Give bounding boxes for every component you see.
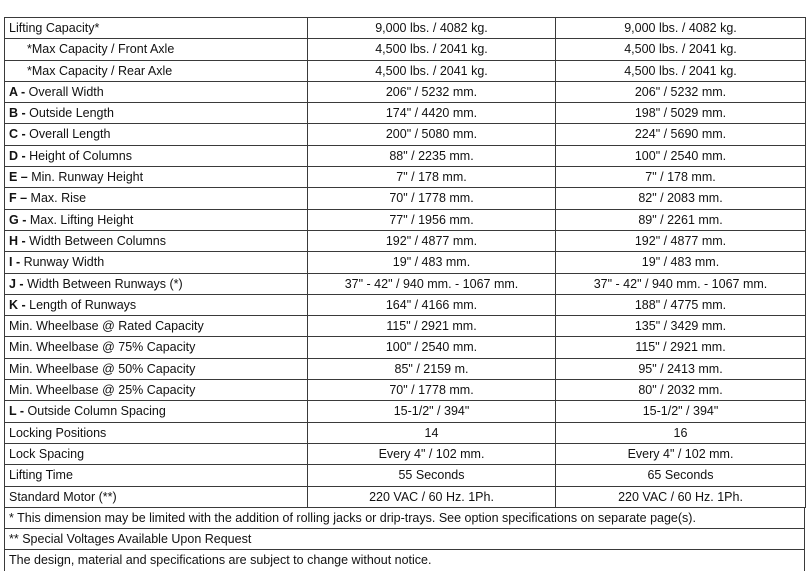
dimension-letter: H - xyxy=(9,233,26,248)
spec-value-model-1: 192" / 4877 mm. xyxy=(308,230,556,251)
spec-value-model-1: 206" / 5232 mm. xyxy=(308,81,556,102)
spec-label-cell xyxy=(5,145,308,166)
footnote-row xyxy=(5,508,805,529)
spec-value-model-1: 14 xyxy=(308,422,556,443)
spec-value-model-2: 4,500 lbs. / 2041 kg. xyxy=(556,60,806,81)
dimension-letter: G - xyxy=(9,212,27,227)
spec-label: Outside Column Spacing xyxy=(24,404,166,419)
spec-value-model-1: 7" / 178 mm. xyxy=(308,167,556,188)
spec-row xyxy=(5,337,806,358)
spec-label-cell xyxy=(5,103,308,124)
spec-row xyxy=(5,60,806,81)
dimension-letter: F – xyxy=(9,191,28,206)
spec-label-cell xyxy=(5,18,308,39)
spec-value-model-2: 224" / 5690 mm. xyxy=(556,124,806,145)
spec-row xyxy=(5,380,806,401)
spec-value-model-2: 89" / 2261 mm. xyxy=(556,209,806,230)
spec-value-model-1: 15-1/2" / 394" xyxy=(308,401,556,422)
dimension-letter: C - xyxy=(9,127,26,142)
spec-value-model-1: 85" / 2159 m. xyxy=(308,358,556,379)
spec-label: Width Between Runways (*) xyxy=(23,276,183,291)
spec-row xyxy=(5,167,806,188)
footnotes-table xyxy=(4,508,805,571)
spec-row xyxy=(5,252,806,273)
spec-row xyxy=(5,443,806,464)
spec-row xyxy=(5,81,806,102)
spec-value-model-2: 16 xyxy=(556,422,806,443)
spec-row xyxy=(5,465,806,486)
spec-value-model-2: 9,000 lbs. / 4082 kg. xyxy=(556,18,806,39)
spec-label: Height of Columns xyxy=(25,148,132,163)
spec-value-model-1: 77" / 1956 mm. xyxy=(308,209,556,230)
spec-value-model-1: 70" / 1778 mm. xyxy=(308,380,556,401)
dimension-letter: A - xyxy=(9,84,26,99)
spec-label-cell xyxy=(5,188,308,209)
specifications-table xyxy=(4,17,806,508)
spec-label-cell xyxy=(5,209,308,230)
spec-value-model-2: 65 Seconds xyxy=(556,465,806,486)
spec-label-cell xyxy=(5,337,308,358)
spec-row xyxy=(5,230,806,251)
spec-row xyxy=(5,401,806,422)
spec-label: *Max Capacity / Rear Axle xyxy=(27,63,173,78)
spec-value-model-1: 70" / 1778 mm. xyxy=(308,188,556,209)
spec-label-cell xyxy=(5,422,308,443)
spec-value-model-1: 88" / 2235 mm. xyxy=(308,145,556,166)
spec-label: Lifting Capacity* xyxy=(9,21,100,35)
spec-row xyxy=(5,422,806,443)
spec-value-model-1: Every 4" / 102 mm. xyxy=(308,443,556,464)
spec-value-model-2: 19" / 483 mm. xyxy=(556,252,806,273)
spec-value-model-2: 80" / 2032 mm. xyxy=(556,380,806,401)
spec-sheet xyxy=(4,17,805,571)
spec-label: Standard Motor (**) xyxy=(9,489,117,504)
spec-value-model-1: 100" / 2540 mm. xyxy=(308,337,556,358)
spec-label: Length of Runways xyxy=(25,297,137,312)
specifications-table-body xyxy=(5,18,806,508)
spec-label: Overall Length xyxy=(25,127,111,142)
spec-value-model-2: Every 4" / 102 mm. xyxy=(556,443,806,464)
spec-label-cell xyxy=(5,486,308,507)
spec-label: Overall Width xyxy=(25,84,104,99)
dimension-letter: E – xyxy=(9,170,28,185)
spec-row xyxy=(5,294,806,315)
dimension-letter: D - xyxy=(9,148,26,163)
spec-value-model-1: 220 VAC / 60 Hz. 1Ph. xyxy=(308,486,556,507)
spec-row xyxy=(5,209,806,230)
spec-label-cell xyxy=(5,124,308,145)
spec-value-model-1: 200" / 5080 mm. xyxy=(308,124,556,145)
spec-label-cell xyxy=(5,316,308,337)
footnote-row xyxy=(5,550,805,571)
footnote-dimension-limit: * This dimension may be limited with the addition of rolling jacks or drip-trays. See option specifications on separate page(s). xyxy=(5,508,805,529)
spec-value-model-2: 220 VAC / 60 Hz. 1Ph. xyxy=(556,486,806,507)
spec-label: Locking Positions xyxy=(9,425,107,440)
spec-value-model-2: 192" / 4877 mm. xyxy=(556,230,806,251)
spec-value-model-2: 82" / 2083 mm. xyxy=(556,188,806,209)
spec-row xyxy=(5,273,806,294)
spec-value-model-1: 115" / 2921 mm. xyxy=(308,316,556,337)
spec-value-model-2: 115" / 2921 mm. xyxy=(556,337,806,358)
spec-value-model-1: 164" / 4166 mm. xyxy=(308,294,556,315)
spec-label: Width Between Columns xyxy=(25,233,167,248)
spec-label-cell xyxy=(5,273,308,294)
spec-value-model-1: 174" / 4420 mm. xyxy=(308,103,556,124)
dimension-letter: K - xyxy=(9,297,26,312)
spec-label-cell xyxy=(5,358,308,379)
spec-label: Min. Wheelbase @ 25% Capacity xyxy=(9,383,196,398)
spec-row xyxy=(5,39,806,60)
spec-value-model-2: 4,500 lbs. / 2041 kg. xyxy=(556,39,806,60)
spec-value-model-2: 206" / 5232 mm. xyxy=(556,81,806,102)
dimension-letter: J - xyxy=(9,276,24,291)
spec-label: *Max Capacity / Front Axle xyxy=(27,42,175,57)
spec-value-model-1: 9,000 lbs. / 4082 kg. xyxy=(308,18,556,39)
spec-label: Max. Lifting Height xyxy=(26,212,134,227)
spec-label-cell xyxy=(5,252,308,273)
spec-value-model-1: 37" - 42" / 940 mm. - 1067 mm. xyxy=(308,273,556,294)
spec-label: Runway Width xyxy=(20,255,105,270)
spec-value-model-2: 7" / 178 mm. xyxy=(556,167,806,188)
spec-row xyxy=(5,124,806,145)
spec-label-cell xyxy=(5,380,308,401)
spec-label: Outside Length xyxy=(25,106,114,121)
spec-value-model-2: 37" - 42" / 940 mm. - 1067 mm. xyxy=(556,273,806,294)
spec-label-cell xyxy=(5,401,308,422)
spec-label-cell xyxy=(5,167,308,188)
spec-value-model-1: 55 Seconds xyxy=(308,465,556,486)
spec-label-cell xyxy=(5,39,308,60)
spec-row xyxy=(5,188,806,209)
spec-value-model-2: 188" / 4775 mm. xyxy=(556,294,806,315)
spec-label-cell xyxy=(5,465,308,486)
footnote-change-notice: The design, material and specifications are subject to change without notice. xyxy=(5,550,805,571)
spec-value-model-1: 4,500 lbs. / 2041 kg. xyxy=(308,39,556,60)
spec-row xyxy=(5,316,806,337)
spec-label: Max. Rise xyxy=(27,191,87,206)
spec-label-cell xyxy=(5,230,308,251)
dimension-letter: B - xyxy=(9,106,26,121)
dimension-letter: I - xyxy=(9,255,21,270)
spec-value-model-1: 19" / 483 mm. xyxy=(308,252,556,273)
spec-value-model-1: 4,500 lbs. / 2041 kg. xyxy=(308,60,556,81)
spec-value-model-2: 95" / 2413 mm. xyxy=(556,358,806,379)
spec-label: Min. Runway Height xyxy=(27,170,144,185)
spec-value-model-2: 198" / 5029 mm. xyxy=(556,103,806,124)
spec-label: Min. Wheelbase @ 50% Capacity xyxy=(9,361,196,376)
spec-row xyxy=(5,103,806,124)
spec-label-cell xyxy=(5,60,308,81)
spec-value-model-2: 100" / 2540 mm. xyxy=(556,145,806,166)
spec-label: Min. Wheelbase @ Rated Capacity xyxy=(9,319,204,334)
spec-row xyxy=(5,18,806,39)
spec-label: Min. Wheelbase @ 75% Capacity xyxy=(9,340,196,355)
spec-label-cell xyxy=(5,294,308,315)
spec-row xyxy=(5,358,806,379)
spec-value-model-2: 15-1/2" / 394" xyxy=(556,401,806,422)
spec-value-model-2: 135" / 3429 mm. xyxy=(556,316,806,337)
spec-row xyxy=(5,145,806,166)
spec-label-cell xyxy=(5,443,308,464)
footnote-row xyxy=(5,529,805,550)
spec-label: Lock Spacing xyxy=(9,446,85,461)
spec-label-cell xyxy=(5,81,308,102)
footnote-special-voltages: ** Special Voltages Available Upon Request xyxy=(5,529,805,550)
dimension-letter: L - xyxy=(9,404,25,419)
spec-label: Lifting Time xyxy=(9,468,73,483)
spec-row xyxy=(5,486,806,507)
